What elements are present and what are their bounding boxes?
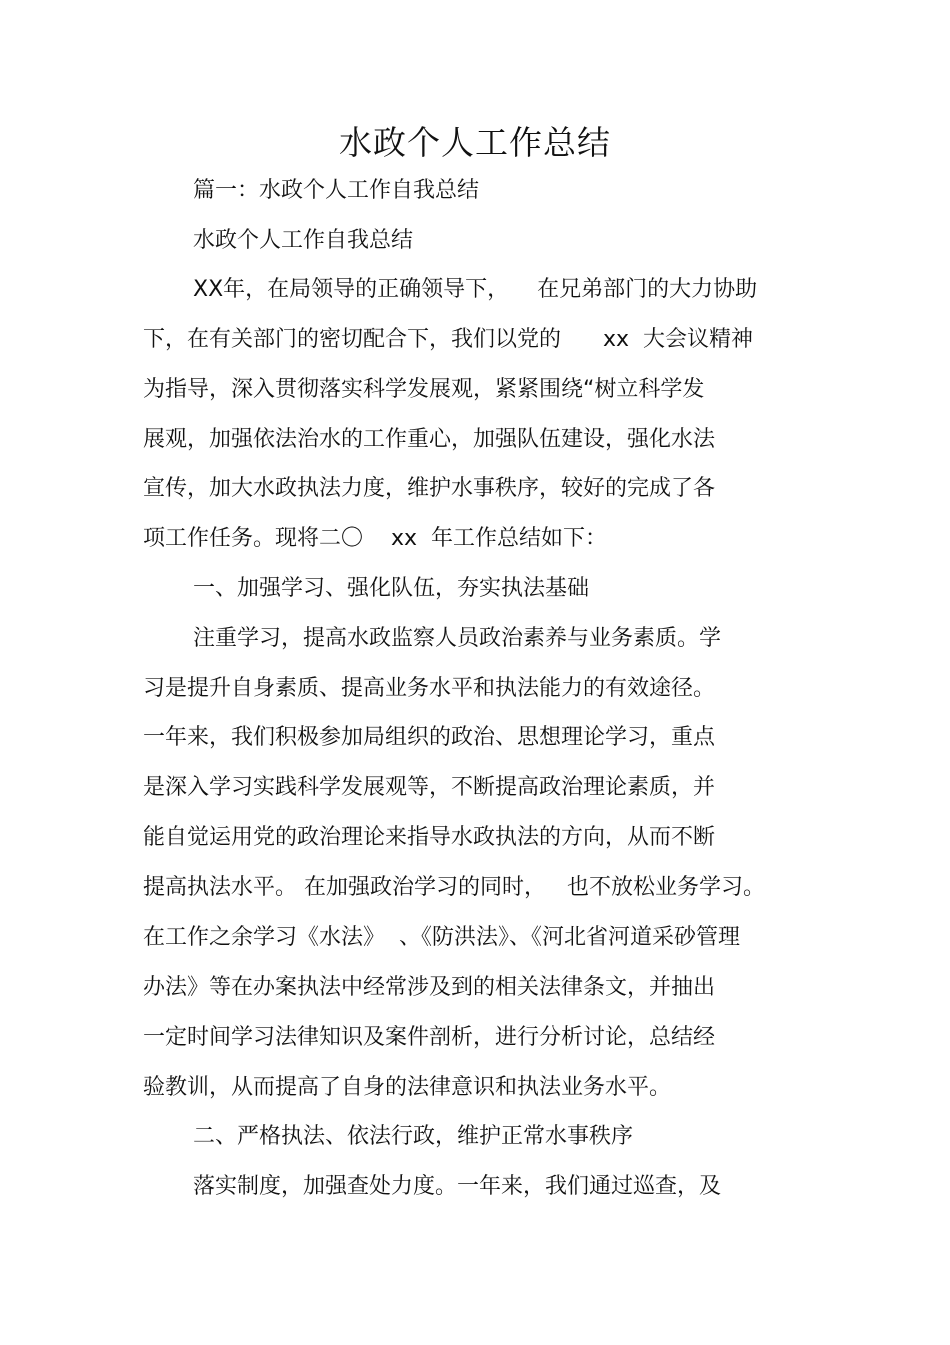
paragraph-line: 宣传，加大水政执法力度，维护水事秩序，较好的完成了各 <box>143 476 716 501</box>
subtitle: 水政个人工作自我总结 <box>193 228 414 253</box>
paragraph-line: 一定时间学习法律知识及案件剖析，进行分析讨论，总结经 <box>143 1025 716 1050</box>
section-heading: 一、加强学习、强化队伍，夯实执法基础 <box>193 576 590 601</box>
paragraph-line: 验教训，从而提高了自身的法律意识和执法业务水平。 <box>143 1075 672 1100</box>
section-heading: 篇一：水政个人工作自我总结 <box>193 178 480 203</box>
paragraph-line: 为指导，深入贯彻落实科学发展观，紧紧围绕“树立科学发 <box>143 377 705 402</box>
paragraph-line: 一年来，我们积极参加局组织的政治、思想理论学习，重点 <box>143 725 716 750</box>
paragraph-line: 展观，加强依法治水的工作重心，加强队伍建设，强化水法 <box>143 427 716 452</box>
paragraph-line: XX年，在局领导的正确领导下， 在兄弟部门的大力协助 <box>193 277 758 302</box>
document-title: 水政个人工作总结 <box>339 123 611 162</box>
paragraph-line: 项工作任务。现将二〇 xx 年工作总结如下： <box>143 526 607 551</box>
paragraph-line: 提高执法水平。 在加强政治学习的同时， 也不放松业务学习。 <box>143 875 765 900</box>
paragraph-line: 落实制度，加强查处力度。一年来，我们通过巡查，及 <box>193 1174 722 1199</box>
paragraph-line: 下，在有关部门的密切配合下，我们以党的 xx 大会议精神 <box>143 327 753 352</box>
paragraph-line: 是深入学习实践科学发展观等，不断提高政治理论素质，并 <box>143 775 716 800</box>
section-heading: 二、严格执法、依法行政，维护正常水事秩序 <box>193 1124 634 1149</box>
paragraph-line: 习是提升自身素质、提高业务水平和执法能力的有效途径。 <box>143 676 716 701</box>
paragraph-line: 能自觉运用党的政治理论来指导水政执法的方向，从而不断 <box>143 825 716 850</box>
paragraph-line: 在工作之余学习《水法》 、《防洪法》、《河北省河道采砂管理 <box>143 925 740 950</box>
paragraph-line: 注重学习，提高水政监察人员政治素养与业务素质。学 <box>193 626 722 651</box>
paragraph-line: 办法》等在办案执法中经常涉及到的相关法律条文，并抽出 <box>143 975 716 1000</box>
